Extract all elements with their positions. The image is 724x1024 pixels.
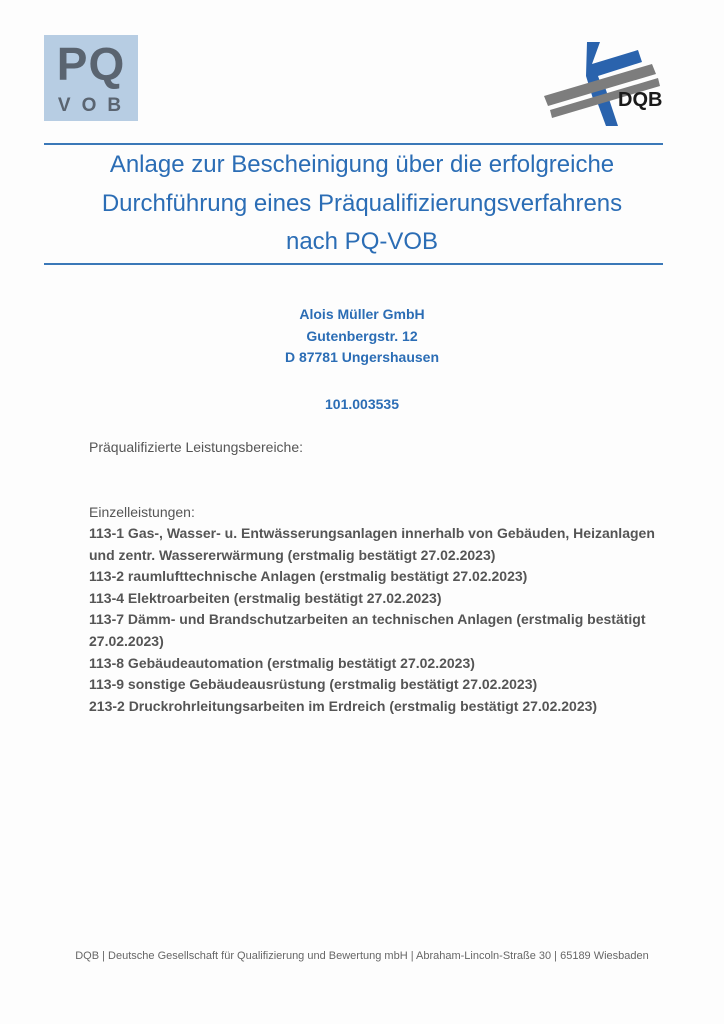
- pq-logo-text: PQ: [56, 38, 126, 90]
- page-footer: DQB | Deutsche Gesellschaft für Qualifizierung und Bewertung mbH | Abraham-Lincoln-Straße 30 | 65189 Wiesbaden: [75, 950, 649, 962]
- pq-vob-logo: [44, 35, 138, 121]
- qualified-areas-label: Präqualifizierte Leistungsbereiche:: [89, 439, 304, 455]
- service-line: 113-9 sonstige Gebäudeausrüstung (erstmalig bestätigt 27.02.2023): [89, 676, 538, 693]
- company-name: Alois Müller GmbH: [299, 306, 425, 322]
- service-line: 113-1 Gas-, Wasser- u. Entwässerungsanlagen innerhalb von Gebäuden, Heizanlagen: [89, 525, 655, 541]
- title-line: Durchführung eines Präqualifizierungsverfahrens: [101, 189, 623, 217]
- service-line: 113-8 Gebäudeautomation (erstmalig bestätigt 27.02.2023): [89, 654, 475, 671]
- services-list: [89, 523, 689, 717]
- company-address: [44, 304, 680, 369]
- service-line: 113-4 Elektroarbeiten (erstmalig bestätigt 27.02.2023): [89, 589, 442, 606]
- service-line: und zentr. Wassererwärmung (erstmalig bestätigt 27.02.2023): [89, 546, 496, 563]
- title-divider-bottom: [44, 263, 663, 265]
- vob-logo-text: VOB: [57, 95, 133, 116]
- list-item: [89, 696, 689, 718]
- list-item: [89, 653, 689, 675]
- title-line: Anlage zur Bescheinigung über die erfolgreiche: [109, 151, 615, 178]
- company-city: D 87781 Ungershausen: [284, 349, 440, 365]
- service-line: 113-2 raumlufttechnische Anlagen (erstmalig bestätigt 27.02.2023): [89, 568, 528, 585]
- list-item: [89, 566, 689, 588]
- title-line: nach PQ-VOB: [285, 228, 439, 255]
- list-item: [89, 588, 689, 610]
- list-item: [89, 609, 689, 652]
- registration-number: 101.003535: [325, 396, 399, 412]
- dqb-logo: [540, 40, 670, 130]
- service-line: 27.02.2023): [89, 632, 164, 649]
- dqb-logo-icon: [540, 40, 670, 130]
- title-divider-top: [44, 143, 663, 145]
- list-item: [89, 674, 689, 696]
- page-title: [44, 146, 680, 262]
- service-line: 213-2 Druckrohrleitungsarbeiten im Erdreich (erstmalig bestätigt 27.02.2023): [89, 697, 598, 714]
- service-line: 113-7 Dämm- und Brandschutzarbeiten an technischen Anlagen (erstmalig bestätigt: [89, 611, 646, 628]
- individual-services-label: Einzelleistungen:: [89, 504, 195, 520]
- list-item: [89, 523, 689, 566]
- company-street: Gutenbergstr. 12: [306, 327, 418, 344]
- dqb-logo-text: DQB: [618, 89, 663, 111]
